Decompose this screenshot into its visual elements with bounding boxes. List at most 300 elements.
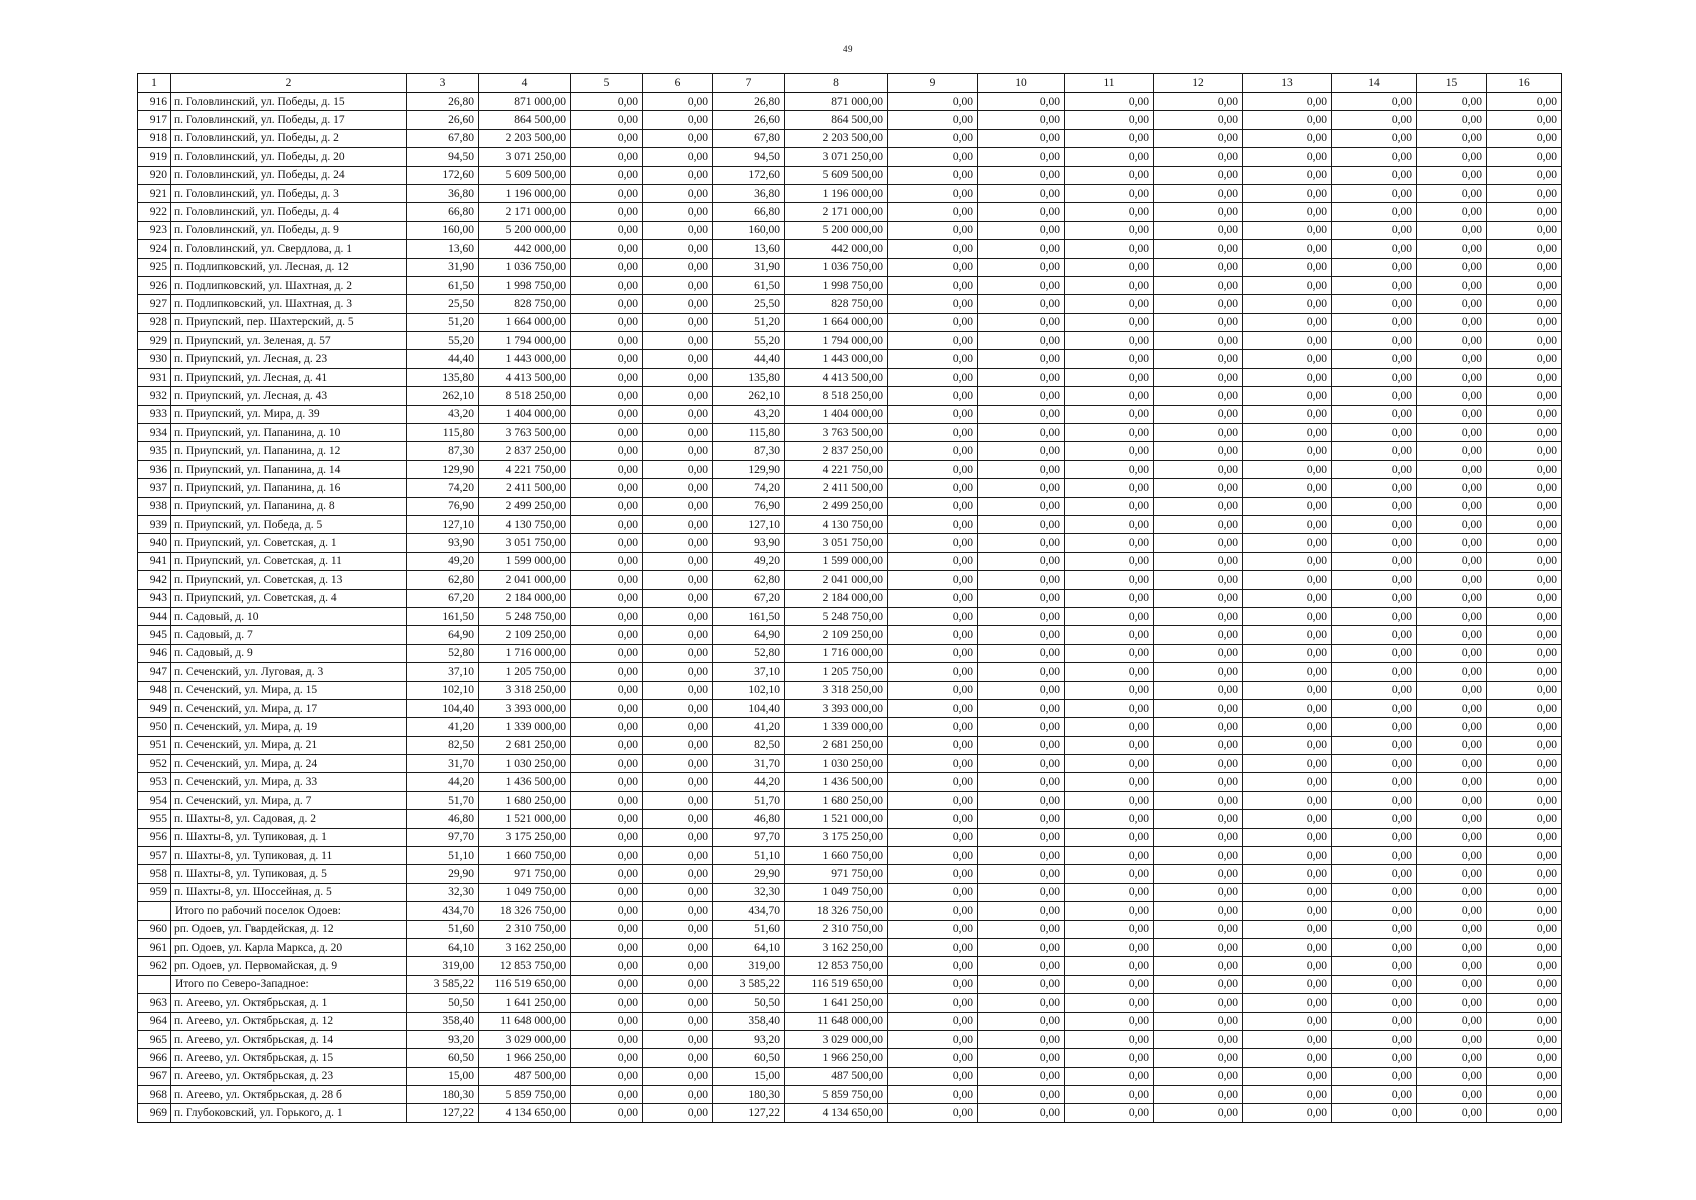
value-cell-col-12: 0,00 [1154, 828, 1243, 846]
value-cell-col-8: 2 109 250,00 [785, 626, 888, 644]
value-cell-col-5: 0,00 [571, 295, 643, 313]
value-cell-col-9: 0,00 [888, 497, 978, 515]
value-cell-col-9: 0,00 [888, 368, 978, 386]
value-cell-col-12: 0,00 [1154, 497, 1243, 515]
value-cell-col-7: 64,90 [713, 626, 785, 644]
table-row [138, 736, 1562, 754]
value-cell-col-15: 0,00 [1417, 589, 1487, 607]
value-cell-col-15: 0,00 [1417, 607, 1487, 625]
table-row [138, 148, 1562, 166]
value-cell-col-14: 0,00 [1332, 883, 1417, 901]
value-cell-col-9: 0,00 [888, 166, 978, 184]
value-cell-col-11: 0,00 [1065, 571, 1154, 589]
column-number-header-row [138, 74, 1562, 93]
value-cell-col-15: 0,00 [1417, 994, 1487, 1012]
address-cell: рп. Одоев, ул. Гвардейская, д. 12 [171, 920, 407, 938]
value-cell-col-4: 5 248 750,00 [479, 607, 571, 625]
value-cell-col-3: 94,50 [407, 148, 479, 166]
value-cell-col-9: 0,00 [888, 975, 978, 993]
value-cell-col-3: 67,20 [407, 589, 479, 607]
registry-table-container [137, 73, 1561, 1123]
value-cell-col-5: 0,00 [571, 387, 643, 405]
value-cell-col-9: 0,00 [888, 534, 978, 552]
value-cell-col-10: 0,00 [978, 957, 1065, 975]
value-cell-col-11: 0,00 [1065, 1104, 1154, 1122]
value-cell-col-3: 61,50 [407, 276, 479, 294]
table-row [138, 258, 1562, 276]
value-cell-col-7: 13,60 [713, 240, 785, 258]
value-cell-col-9: 0,00 [888, 626, 978, 644]
value-cell-col-7: 319,00 [713, 957, 785, 975]
address-cell: п. Шахты-8, ул. Тупиковая, д. 1 [171, 828, 407, 846]
value-cell-col-14: 0,00 [1332, 847, 1417, 865]
value-cell-col-4: 4 134 650,00 [479, 1104, 571, 1122]
value-cell-col-8: 2 837 250,00 [785, 442, 888, 460]
value-cell-col-11: 0,00 [1065, 166, 1154, 184]
row-number-cell: 961 [138, 938, 171, 956]
value-cell-col-9: 0,00 [888, 902, 978, 920]
value-cell-col-16: 0,00 [1487, 773, 1562, 791]
row-number-cell: 963 [138, 994, 171, 1012]
value-cell-col-11: 0,00 [1065, 387, 1154, 405]
value-cell-col-4: 864 500,00 [479, 111, 571, 129]
value-cell-col-16: 0,00 [1487, 663, 1562, 681]
value-cell-col-8: 4 130 750,00 [785, 515, 888, 533]
value-cell-col-3: 129,90 [407, 460, 479, 478]
value-cell-col-11: 0,00 [1065, 957, 1154, 975]
value-cell-col-15: 0,00 [1417, 644, 1487, 662]
value-cell-col-10: 0,00 [978, 883, 1065, 901]
address-cell: п. Головлинский, ул. Победы, д. 17 [171, 111, 407, 129]
value-cell-col-4: 3 162 250,00 [479, 938, 571, 956]
row-number-cell: 925 [138, 258, 171, 276]
value-cell-col-5: 0,00 [571, 571, 643, 589]
row-number-cell: 923 [138, 221, 171, 239]
page-number: 49 [843, 44, 853, 54]
row-number-cell: 934 [138, 424, 171, 442]
row-number-cell: 946 [138, 644, 171, 662]
value-cell-col-8: 3 763 500,00 [785, 424, 888, 442]
value-cell-col-16: 0,00 [1487, 828, 1562, 846]
value-cell-col-7: 161,50 [713, 607, 785, 625]
value-cell-col-13: 0,00 [1243, 1030, 1332, 1048]
value-cell-col-6: 0,00 [643, 129, 713, 147]
value-cell-col-8: 4 134 650,00 [785, 1104, 888, 1122]
value-cell-col-7: 43,20 [713, 405, 785, 423]
subtotal-row [138, 975, 1562, 993]
value-cell-col-3: 64,90 [407, 626, 479, 644]
value-cell-col-9: 0,00 [888, 571, 978, 589]
value-cell-col-10: 0,00 [978, 589, 1065, 607]
value-cell-col-10: 0,00 [978, 424, 1065, 442]
value-cell-col-11: 0,00 [1065, 111, 1154, 129]
value-cell-col-9: 0,00 [888, 295, 978, 313]
row-number-cell: 929 [138, 332, 171, 350]
value-cell-col-14: 0,00 [1332, 368, 1417, 386]
value-cell-col-14: 0,00 [1332, 111, 1417, 129]
value-cell-col-12: 0,00 [1154, 424, 1243, 442]
table-row [138, 295, 1562, 313]
value-cell-col-13: 0,00 [1243, 791, 1332, 809]
value-cell-col-6: 0,00 [643, 368, 713, 386]
column-header: 15 [1417, 74, 1487, 93]
value-cell-col-9: 0,00 [888, 203, 978, 221]
value-cell-col-12: 0,00 [1154, 295, 1243, 313]
value-cell-col-7: 102,10 [713, 681, 785, 699]
value-cell-col-13: 0,00 [1243, 460, 1332, 478]
value-cell-col-4: 1 436 500,00 [479, 773, 571, 791]
value-cell-col-14: 0,00 [1332, 938, 1417, 956]
value-cell-col-6: 0,00 [643, 387, 713, 405]
address-cell: п. Агеево, ул. Октябрьская, д. 1 [171, 994, 407, 1012]
value-cell-col-11: 0,00 [1065, 607, 1154, 625]
table-row [138, 313, 1562, 331]
value-cell-col-16: 0,00 [1487, 736, 1562, 754]
value-cell-col-16: 0,00 [1487, 203, 1562, 221]
value-cell-col-15: 0,00 [1417, 240, 1487, 258]
value-cell-col-16: 0,00 [1487, 920, 1562, 938]
row-number-cell: 943 [138, 589, 171, 607]
value-cell-col-9: 0,00 [888, 221, 978, 239]
value-cell-col-8: 4 413 500,00 [785, 368, 888, 386]
value-cell-col-6: 0,00 [643, 755, 713, 773]
row-number-cell: 958 [138, 865, 171, 883]
table-row [138, 1067, 1562, 1085]
value-cell-col-15: 0,00 [1417, 883, 1487, 901]
subtotal-label-cell: Итого по Северо-Западное: [171, 975, 407, 993]
value-cell-col-4: 3 051 750,00 [479, 534, 571, 552]
value-cell-col-5: 0,00 [571, 240, 643, 258]
value-cell-col-12: 0,00 [1154, 865, 1243, 883]
row-number-cell: 957 [138, 847, 171, 865]
value-cell-col-6: 0,00 [643, 276, 713, 294]
address-cell: п. Приупский, ул. Папанина, д. 12 [171, 442, 407, 460]
value-cell-col-14: 0,00 [1332, 129, 1417, 147]
value-cell-col-11: 0,00 [1065, 276, 1154, 294]
value-cell-col-10: 0,00 [978, 699, 1065, 717]
value-cell-col-11: 0,00 [1065, 938, 1154, 956]
value-cell-col-16: 0,00 [1487, 240, 1562, 258]
value-cell-col-13: 0,00 [1243, 129, 1332, 147]
value-cell-col-7: 172,60 [713, 166, 785, 184]
value-cell-col-14: 0,00 [1332, 1104, 1417, 1122]
table-body [138, 93, 1562, 1123]
value-cell-col-5: 0,00 [571, 699, 643, 717]
value-cell-col-4: 1 794 000,00 [479, 332, 571, 350]
value-cell-col-16: 0,00 [1487, 589, 1562, 607]
value-cell-col-12: 0,00 [1154, 883, 1243, 901]
value-cell-col-7: 55,20 [713, 332, 785, 350]
value-cell-col-3: 46,80 [407, 810, 479, 828]
value-cell-col-4: 2 203 500,00 [479, 129, 571, 147]
table-row [138, 1030, 1562, 1048]
value-cell-col-3: 62,80 [407, 571, 479, 589]
value-cell-col-14: 0,00 [1332, 663, 1417, 681]
value-cell-col-8: 487 500,00 [785, 1067, 888, 1085]
value-cell-col-3: 358,40 [407, 1012, 479, 1030]
value-cell-col-13: 0,00 [1243, 1086, 1332, 1104]
column-header: 5 [571, 74, 643, 93]
value-cell-col-7: 3 585,22 [713, 975, 785, 993]
row-number-cell: 939 [138, 515, 171, 533]
value-cell-col-5: 0,00 [571, 681, 643, 699]
value-cell-col-7: 93,90 [713, 534, 785, 552]
row-number-cell: 919 [138, 148, 171, 166]
value-cell-col-15: 0,00 [1417, 1030, 1487, 1048]
value-cell-col-6: 0,00 [643, 1104, 713, 1122]
value-cell-col-4: 2 310 750,00 [479, 920, 571, 938]
value-cell-col-8: 1 436 500,00 [785, 773, 888, 791]
value-cell-col-7: 127,10 [713, 515, 785, 533]
value-cell-col-10: 0,00 [978, 405, 1065, 423]
value-cell-col-13: 0,00 [1243, 847, 1332, 865]
value-cell-col-12: 0,00 [1154, 994, 1243, 1012]
value-cell-col-9: 0,00 [888, 424, 978, 442]
value-cell-col-5: 0,00 [571, 442, 643, 460]
value-cell-col-5: 0,00 [571, 589, 643, 607]
value-cell-col-7: 434,70 [713, 902, 785, 920]
address-cell: п. Садовый, д. 9 [171, 644, 407, 662]
row-number-cell: 959 [138, 883, 171, 901]
value-cell-col-5: 0,00 [571, 129, 643, 147]
table-row [138, 221, 1562, 239]
value-cell-col-4: 1 049 750,00 [479, 883, 571, 901]
value-cell-col-10: 0,00 [978, 93, 1065, 111]
value-cell-col-6: 0,00 [643, 1067, 713, 1085]
value-cell-col-3: 180,30 [407, 1086, 479, 1104]
value-cell-col-7: 15,00 [713, 1067, 785, 1085]
value-cell-col-13: 0,00 [1243, 975, 1332, 993]
table-row [138, 93, 1562, 111]
value-cell-col-15: 0,00 [1417, 552, 1487, 570]
value-cell-col-6: 0,00 [643, 405, 713, 423]
value-cell-col-12: 0,00 [1154, 718, 1243, 736]
value-cell-col-16: 0,00 [1487, 957, 1562, 975]
column-header: 8 [785, 74, 888, 93]
address-cell: п. Приупский, ул. Папанина, д. 10 [171, 424, 407, 442]
value-cell-col-13: 0,00 [1243, 368, 1332, 386]
value-cell-col-16: 0,00 [1487, 258, 1562, 276]
value-cell-col-4: 1 660 750,00 [479, 847, 571, 865]
value-cell-col-4: 8 518 250,00 [479, 387, 571, 405]
value-cell-col-16: 0,00 [1487, 755, 1562, 773]
value-cell-col-14: 0,00 [1332, 736, 1417, 754]
address-cell: п. Агеево, ул. Октябрьская, д. 23 [171, 1067, 407, 1085]
value-cell-col-10: 0,00 [978, 479, 1065, 497]
value-cell-col-9: 0,00 [888, 1012, 978, 1030]
value-cell-col-3: 60,50 [407, 1049, 479, 1067]
value-cell-col-3: 161,50 [407, 607, 479, 625]
value-cell-col-7: 31,90 [713, 258, 785, 276]
value-cell-col-12: 0,00 [1154, 552, 1243, 570]
value-cell-col-9: 0,00 [888, 111, 978, 129]
value-cell-col-5: 0,00 [571, 166, 643, 184]
value-cell-col-9: 0,00 [888, 938, 978, 956]
value-cell-col-15: 0,00 [1417, 865, 1487, 883]
value-cell-col-16: 0,00 [1487, 332, 1562, 350]
value-cell-col-9: 0,00 [888, 129, 978, 147]
value-cell-col-6: 0,00 [643, 957, 713, 975]
value-cell-col-3: 32,30 [407, 883, 479, 901]
value-cell-col-14: 0,00 [1332, 313, 1417, 331]
value-cell-col-14: 0,00 [1332, 920, 1417, 938]
value-cell-col-3: 93,90 [407, 534, 479, 552]
value-cell-col-6: 0,00 [643, 552, 713, 570]
value-cell-col-10: 0,00 [978, 148, 1065, 166]
value-cell-col-11: 0,00 [1065, 295, 1154, 313]
value-cell-col-9: 0,00 [888, 148, 978, 166]
value-cell-col-9: 0,00 [888, 1049, 978, 1067]
table-row [138, 460, 1562, 478]
value-cell-col-16: 0,00 [1487, 166, 1562, 184]
value-cell-col-12: 0,00 [1154, 644, 1243, 662]
value-cell-col-8: 5 248 750,00 [785, 607, 888, 625]
address-cell: п. Агеево, ул. Октябрьская, д. 28 б [171, 1086, 407, 1104]
row-number-cell: 969 [138, 1104, 171, 1122]
value-cell-col-3: 127,22 [407, 1104, 479, 1122]
table-row [138, 350, 1562, 368]
row-number-cell: 956 [138, 828, 171, 846]
value-cell-col-7: 36,80 [713, 184, 785, 202]
value-cell-col-4: 2 109 250,00 [479, 626, 571, 644]
value-cell-col-5: 0,00 [571, 1030, 643, 1048]
value-cell-col-12: 0,00 [1154, 1086, 1243, 1104]
value-cell-col-4: 1 030 250,00 [479, 755, 571, 773]
value-cell-col-10: 0,00 [978, 994, 1065, 1012]
value-cell-col-7: 127,22 [713, 1104, 785, 1122]
value-cell-col-15: 0,00 [1417, 460, 1487, 478]
value-cell-col-16: 0,00 [1487, 865, 1562, 883]
value-cell-col-11: 0,00 [1065, 479, 1154, 497]
value-cell-col-9: 0,00 [888, 589, 978, 607]
value-cell-col-6: 0,00 [643, 718, 713, 736]
value-cell-col-4: 2 837 250,00 [479, 442, 571, 460]
value-cell-col-15: 0,00 [1417, 1104, 1487, 1122]
value-cell-col-4: 1 036 750,00 [479, 258, 571, 276]
value-cell-col-15: 0,00 [1417, 736, 1487, 754]
row-number-cell [138, 902, 171, 920]
value-cell-col-9: 0,00 [888, 681, 978, 699]
value-cell-col-5: 0,00 [571, 847, 643, 865]
value-cell-col-14: 0,00 [1332, 828, 1417, 846]
table-row [138, 387, 1562, 405]
value-cell-col-16: 0,00 [1487, 111, 1562, 129]
value-cell-col-9: 0,00 [888, 644, 978, 662]
value-cell-col-3: 104,40 [407, 699, 479, 717]
value-cell-col-5: 0,00 [571, 902, 643, 920]
value-cell-col-4: 1 966 250,00 [479, 1049, 571, 1067]
row-number-cell: 931 [138, 368, 171, 386]
value-cell-col-14: 0,00 [1332, 442, 1417, 460]
value-cell-col-13: 0,00 [1243, 148, 1332, 166]
value-cell-col-13: 0,00 [1243, 276, 1332, 294]
value-cell-col-15: 0,00 [1417, 129, 1487, 147]
table-row [138, 865, 1562, 883]
table-row [138, 276, 1562, 294]
value-cell-col-10: 0,00 [978, 975, 1065, 993]
value-cell-col-4: 116 519 650,00 [479, 975, 571, 993]
value-cell-col-14: 0,00 [1332, 387, 1417, 405]
value-cell-col-15: 0,00 [1417, 387, 1487, 405]
value-cell-col-15: 0,00 [1417, 571, 1487, 589]
value-cell-col-12: 0,00 [1154, 93, 1243, 111]
column-header: 7 [713, 74, 785, 93]
value-cell-col-4: 3 318 250,00 [479, 681, 571, 699]
row-number-cell: 937 [138, 479, 171, 497]
value-cell-col-12: 0,00 [1154, 350, 1243, 368]
value-cell-col-13: 0,00 [1243, 571, 1332, 589]
value-cell-col-6: 0,00 [643, 920, 713, 938]
column-header: 9 [888, 74, 978, 93]
value-cell-col-9: 0,00 [888, 755, 978, 773]
value-cell-col-10: 0,00 [978, 902, 1065, 920]
value-cell-col-4: 5 859 750,00 [479, 1086, 571, 1104]
value-cell-col-13: 0,00 [1243, 644, 1332, 662]
value-cell-col-10: 0,00 [978, 755, 1065, 773]
value-cell-col-16: 0,00 [1487, 718, 1562, 736]
value-cell-col-6: 0,00 [643, 111, 713, 129]
value-cell-col-16: 0,00 [1487, 681, 1562, 699]
address-cell: п. Головлинский, ул. Победы, д. 24 [171, 166, 407, 184]
value-cell-col-13: 0,00 [1243, 479, 1332, 497]
value-cell-col-16: 0,00 [1487, 424, 1562, 442]
value-cell-col-14: 0,00 [1332, 791, 1417, 809]
value-cell-col-10: 0,00 [978, 1049, 1065, 1067]
address-cell: п. Приупский, ул. Мира, д. 39 [171, 405, 407, 423]
address-cell: п. Приупский, ул. Советская, д. 4 [171, 589, 407, 607]
value-cell-col-13: 0,00 [1243, 387, 1332, 405]
value-cell-col-13: 0,00 [1243, 920, 1332, 938]
value-cell-col-3: 26,60 [407, 111, 479, 129]
value-cell-col-6: 0,00 [643, 295, 713, 313]
value-cell-col-10: 0,00 [978, 847, 1065, 865]
value-cell-col-15: 0,00 [1417, 1012, 1487, 1030]
value-cell-col-10: 0,00 [978, 810, 1065, 828]
value-cell-col-10: 0,00 [978, 534, 1065, 552]
value-cell-col-13: 0,00 [1243, 497, 1332, 515]
value-cell-col-3: 44,20 [407, 773, 479, 791]
table-row [138, 111, 1562, 129]
row-number-cell: 926 [138, 276, 171, 294]
row-number-cell: 917 [138, 111, 171, 129]
table-row [138, 920, 1562, 938]
table-row [138, 424, 1562, 442]
value-cell-col-10: 0,00 [978, 920, 1065, 938]
value-cell-col-11: 0,00 [1065, 442, 1154, 460]
value-cell-col-3: 82,50 [407, 736, 479, 754]
value-cell-col-16: 0,00 [1487, 571, 1562, 589]
value-cell-col-16: 0,00 [1487, 847, 1562, 865]
value-cell-col-9: 0,00 [888, 460, 978, 478]
value-cell-col-13: 0,00 [1243, 810, 1332, 828]
value-cell-col-10: 0,00 [978, 387, 1065, 405]
value-cell-col-13: 0,00 [1243, 828, 1332, 846]
value-cell-col-5: 0,00 [571, 405, 643, 423]
value-cell-col-15: 0,00 [1417, 957, 1487, 975]
value-cell-col-6: 0,00 [643, 571, 713, 589]
value-cell-col-12: 0,00 [1154, 1104, 1243, 1122]
registry-table [137, 73, 1562, 1123]
value-cell-col-5: 0,00 [571, 626, 643, 644]
value-cell-col-7: 94,50 [713, 148, 785, 166]
value-cell-col-13: 0,00 [1243, 663, 1332, 681]
value-cell-col-3: 262,10 [407, 387, 479, 405]
value-cell-col-12: 0,00 [1154, 810, 1243, 828]
value-cell-col-16: 0,00 [1487, 552, 1562, 570]
value-cell-col-3: 52,80 [407, 644, 479, 662]
value-cell-col-3: 44,40 [407, 350, 479, 368]
value-cell-col-8: 1 641 250,00 [785, 994, 888, 1012]
